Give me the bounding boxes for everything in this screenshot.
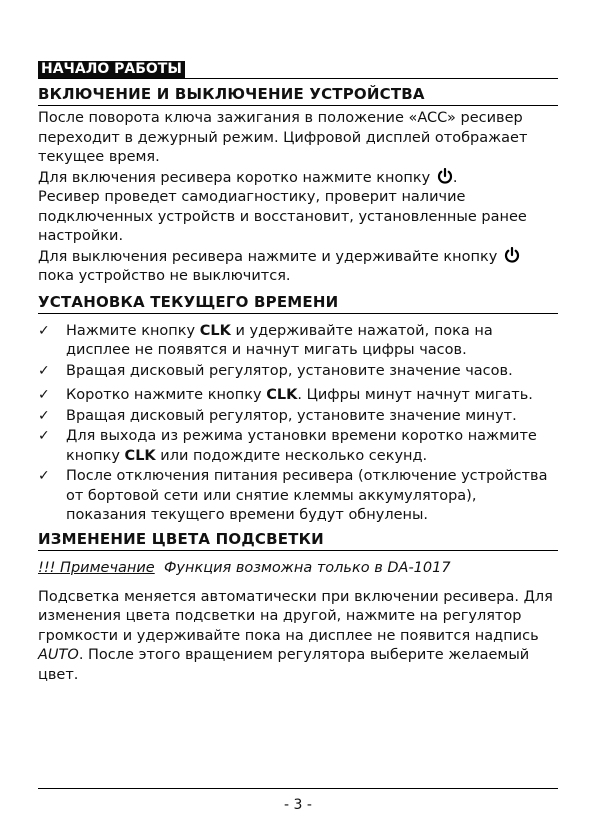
- paragraph-power-off: [38, 247, 558, 287]
- heading-backlight-color: ИЗМЕНЕНИЕ ЦВЕТА ПОДСВЕТКИ: [38, 530, 558, 551]
- heading-power-on-off: ВКЛЮЧЕНИЕ И ВЫКЛЮЧЕНИЕ УСТРОЙСТВА: [38, 85, 558, 106]
- power-off-text: Для выключения ресивера нажмите и удерживайте кнопку: [38, 248, 498, 265]
- heading-set-time: УСТАНОВКА ТЕКУЩЕГО ВРЕМЕНИ: [38, 293, 558, 314]
- note-label: !!! Примечание: [38, 559, 155, 576]
- list-item: ✓ После отключения питания ресивера (отключение устройства от бортовой сети или снятие клеммы аккумулятора), показания текущего времени будут обнулены.: [38, 468, 548, 523]
- power-off-text-tail: пока устройство не выключится.: [38, 268, 291, 284]
- list-item: ✓ Вращая дисковый регулятор, установите значение минут.: [38, 407, 558, 427]
- manual-page: [38, 58, 558, 685]
- auto-label: AUTO: [38, 647, 79, 663]
- power-on-period: .: [452, 169, 458, 186]
- paragraph-selftest: Ресивер проведет самодиагностику, проверит наличие подключенных устройств и восстановит, установленные ранее настройки.: [38, 189, 527, 244]
- check-icon: ✓: [38, 468, 50, 484]
- check-icon: ✓: [38, 428, 50, 444]
- set-time-steps: [38, 322, 558, 526]
- note-text: Функция возможна только в DA-1017: [163, 559, 451, 576]
- list-item: ✓ Коротко нажмите кнопку CLK. Цифры минут начнут мигать.: [38, 386, 558, 406]
- list-item: ✓ Для выхода из режима установки времени коротко нажмите кнопку CLK или подождите несколько секунд.: [38, 428, 537, 464]
- list-item: ✓ Вращая дисковый регулятор, установите значение часов.: [38, 362, 558, 382]
- section-title-rule: [38, 78, 558, 79]
- page-number: - 3 -: [284, 797, 312, 813]
- footer-rule: [38, 788, 558, 789]
- paragraph-backlight: Подсветка меняется автоматически при включении ресивера. Для изменения цвета подсветки на другой, нажмите на регулятор громкости и удерживайте пока на дисплее не появится надпись AUTO. После этого вращением регулятора выберите желаемый цвет.: [38, 588, 553, 683]
- check-icon: ✓: [38, 407, 50, 424]
- section-title: НАЧАЛО РАБОТЫ: [38, 61, 185, 78]
- power-icon: [504, 247, 520, 263]
- paragraph-standby: После поворота ключа зажигания в положение «ACC» ресивер переходит в дежурный режим. Цифровой дисплей отображает текущее время.: [38, 110, 528, 165]
- power-icon: [437, 168, 453, 184]
- power-on-text: Для включения ресивера коротко нажмите кнопку: [38, 169, 431, 186]
- paragraph-power-on: [38, 168, 558, 189]
- list-item: ✓ Нажмите кнопку CLK и удерживайте нажатой, пока на дисплее не появятся и начнут мигать цифры часов.: [38, 322, 493, 358]
- check-icon: ✓: [38, 322, 50, 339]
- check-icon: ✓: [38, 362, 50, 379]
- check-icon: ✓: [38, 387, 50, 403]
- note: [38, 559, 558, 578]
